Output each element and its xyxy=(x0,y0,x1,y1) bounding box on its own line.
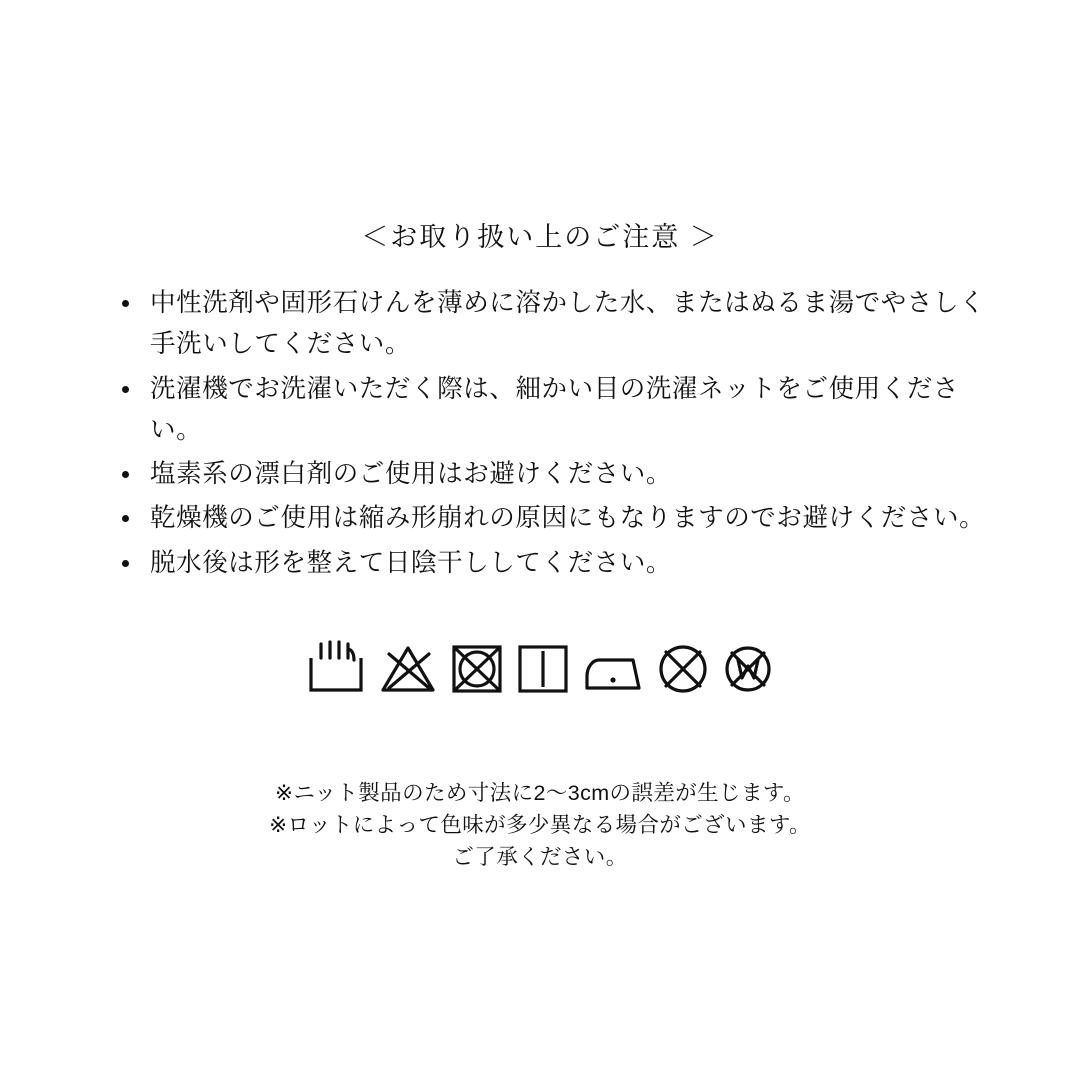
do-not-bleach-symbol xyxy=(379,644,437,694)
list-item: 脱水後は形を整えて日陰干ししてください。 xyxy=(110,543,990,584)
care-notes-list xyxy=(110,283,990,587)
do-not-dry-clean-symbol xyxy=(657,644,709,694)
footnote-line: ※ニット製品のため寸法に2〜3cmの誤差が生じます。 xyxy=(275,781,805,805)
list-item: 洗濯機でお洗濯いただく際は、細かい目の洗濯ネットをご使用ください。 xyxy=(110,369,990,452)
iron-low-heat-symbol xyxy=(583,652,643,694)
page-title: ＜お取り扱い上のご注意 ＞ xyxy=(361,222,719,252)
footnote-line: ※ロットによって色味が多少異なる場合がございます。 xyxy=(269,812,811,837)
footnotes xyxy=(0,778,1080,873)
list-item: 塩素系の漂白剤のご使用はお避けください。 xyxy=(110,454,990,495)
list-item: 中性洗剤や固形石けんを薄めに溶かした水、またはぬるま湯でやさしく手洗いしてください。 xyxy=(110,283,990,366)
list-item: 乾燥機のご使用は縮み形崩れの原因にもなりますのでお避けください。 xyxy=(110,498,990,539)
footnote-line: ご了承ください。 xyxy=(452,844,628,869)
drip-dry-in-shade-symbol xyxy=(517,644,569,694)
do-not-tumble-dry-symbol xyxy=(451,644,503,694)
hand-wash-symbol xyxy=(307,640,365,694)
do-not-wring-symbol xyxy=(723,644,773,694)
care-symbols-row xyxy=(0,640,1080,694)
